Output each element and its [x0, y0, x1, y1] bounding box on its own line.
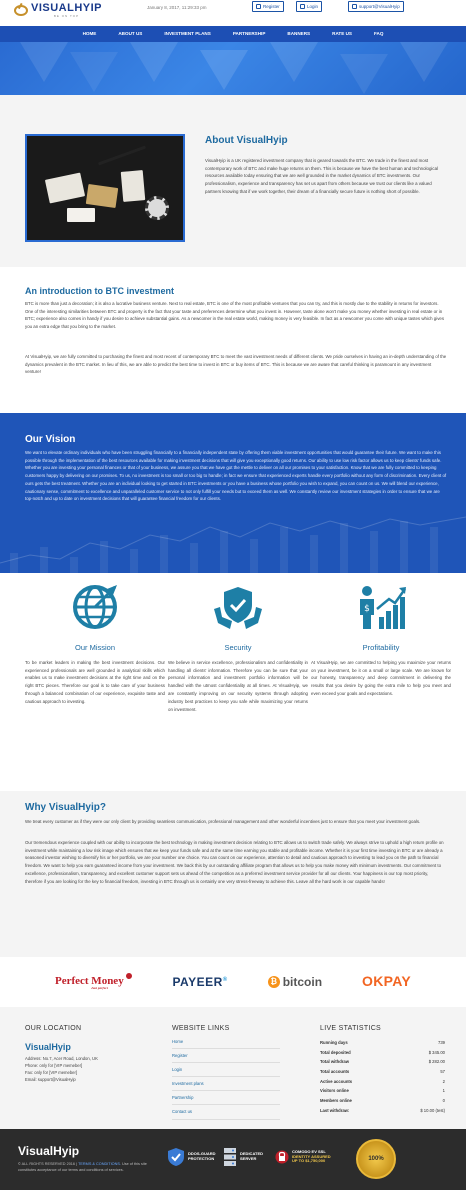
stat-row	[320, 1086, 445, 1096]
profit-chart-icon	[355, 583, 407, 631]
links-heading: WEBSITE LINKS	[172, 1025, 230, 1032]
features-section	[0, 573, 466, 791]
nav-partnership[interactable]: PARTNERSHIP	[232, 31, 266, 36]
phone-line: Phone: only for [VIP memeber]	[25, 1062, 83, 1068]
why-paragraph-1: We treat every customer as if they were our only client by providing seamless communication, professional management and other wonderful incentives just to ensure that you meet your investment goals.	[25, 819, 421, 824]
stat-label: Active accounts	[320, 1078, 353, 1084]
payment-logos	[0, 957, 466, 1007]
server-icon	[223, 1147, 237, 1167]
mission-title: Our Mission	[74, 643, 115, 652]
site-logo[interactable]	[14, 3, 102, 18]
logo-tagline: BE ON TOP	[53, 13, 80, 18]
intro-paragraph-1: BTC is more than just a decoration; it is also a lucrative business venture. Next to real estate, BTC is one of the most profitable ventures that you can try, and this is mostly due to the stability in returns for investors. One of the interesting similarities between BTC and property is the fact that your taste and preferences determine what you invest in. However, taste alone won't make you money whether investing in real estate or in BTC; experience also comes in handy if you desire to achieve substantial gains. As a newcomer in the real estate world, making money is very feasible. In fact as a newcomer you come with unique tastes which gives you an extra edge that you bring to the market.	[25, 301, 445, 330]
comodo-ssl-badge	[275, 1145, 331, 1169]
mission-column	[25, 573, 165, 706]
security-text: We believe in service excellence, professionalism and confidentiality in handling all clients' information. Therefore you can be sure that your personal information and investment portfolio information will be handled with the utmost confidentiality at all times. At VisualHyip, we are constantly improving on our security systems through adopting industry best practices to keep you safe while maximizing your returns on investment.	[168, 659, 308, 713]
ddos-shield-icon	[167, 1147, 185, 1167]
copyright: © ALL RIGHTS RESERVED 2016	[18, 1162, 76, 1166]
register-label: Register	[263, 4, 280, 9]
ddos-line-2: PROTECTION	[188, 1156, 215, 1161]
stat-row	[320, 1048, 445, 1058]
logo-text: VISUALHYIP	[31, 2, 103, 14]
footer-link-register[interactable]: Register	[172, 1049, 280, 1063]
nav-home[interactable]: HOME	[82, 31, 97, 36]
location-heading: OUR LOCATION	[25, 1025, 82, 1032]
bitcoin-text: bitcoin	[282, 974, 323, 989]
why-paragraph-2: Our tremendous experience coupled with our ability to incorporate the best technology in making investment decision relating to BTC allows us to switch trade safely. We always strive to uphold a high return profile on investment while maintaining a low risk image which ensures that we keep your funds safe and at the same time earning you stable and profitable income. Whether it is your first time investing in BTC or are already a seasoned investor wishing to diversify his or her portfolio, we are your number one choice. You can count on our experience, attention to detail and cautious approach to investing to lead you on the path to financial freedom. We want to help you earn guaranteed income from your investment. We back this by our outstanding affiliate program that allows us to help you make money with minimum investments. Our commitment to excellence, professionalism, transparency, and excellent customer support sets us ahead of the competition as a preferred investment service provider for all our clients. Your happiness is our top most priority, therefore if you are looking for the key to financial freedom, investing in BTC through us is certainly one very stress-freeway to achieve this. Leave all the hard work in our capable hands!	[25, 840, 444, 884]
stat-label: Total withdraw	[320, 1059, 350, 1065]
footer	[0, 1007, 466, 1129]
stat-value: 2	[442, 1078, 445, 1084]
login-label: Login	[307, 4, 319, 9]
payeer-logo: PAYEER®	[172, 974, 228, 989]
main-nav	[0, 26, 466, 42]
stat-row	[320, 1057, 445, 1067]
support-label: support@VisualHyip	[359, 4, 400, 9]
why-title: Why VisualHyip?	[25, 802, 106, 813]
nav-about-us[interactable]: ABOUT US	[118, 31, 143, 36]
copyright-text: © ALL RIGHTS RESERVED 2016 | TERMS & CONDITIONS. Use of this site constitutes acceptance of our terms and conditions of services.	[18, 1162, 147, 1173]
lock-icon	[300, 4, 305, 9]
stat-label: Visitors online	[320, 1088, 349, 1094]
fax-line: Fax: only for [VIP memeber]	[25, 1069, 78, 1075]
svg-text:$: $	[364, 604, 370, 614]
stat-row	[320, 1077, 445, 1087]
server-line-1: DEDICATED	[240, 1151, 264, 1157]
about-title: About VisualHyip	[205, 135, 288, 146]
email-line: Email: support@VisualHyip	[25, 1076, 76, 1082]
about-section	[0, 95, 466, 267]
website-links	[172, 1035, 280, 1120]
login-button[interactable]	[296, 1, 322, 12]
vision-text: We want to elevate ordinary individuals who have been struggling financially to a financially independent state by offering them viable investment opportunities that would guarantee their future. We want to make this possible through the implementation of the best resources available for making investment decisions that will give you exceptionally good returns. Our ability to use low risk factor allows us to keep clients' funds safe. Whether you are investing your personal finances or that of your business, we assure you that we have got the mettle to deliver on all our promises to your satisfaction. Know that we are fully committed to keeping customers happy by delivering on our promises. To us, no investment is too small or too big to handle; in fact we ensure that experienced experts handle every portfolio without any form of discrimination. Every client of ours gets the best treatment. Whether you are an individual looking to get started in BTC investments or you have a business whose portfolio you wish to expand, you can count on us. We will blend our experience, cautionary sense, commitment to excellence and unparalleled customer service to not only fulfill your needs but to exceed them as well. We constantly review our investment strategies in order to ensure that we are top-notch and up to date on investment decisions that will guarantee financial freedom for our clients.	[25, 450, 447, 502]
dedicated-server-badge	[223, 1145, 263, 1169]
bottom-bar	[0, 1129, 466, 1190]
terms-link[interactable]: TERMS & CONDITIONS.	[78, 1162, 121, 1166]
user-icon	[256, 4, 261, 9]
ssl-line-1: COMODO EV SSL	[292, 1148, 326, 1154]
security-title: Security	[224, 643, 252, 652]
stat-row	[320, 1096, 445, 1106]
ddos-line-1: DDOS-GUARD	[188, 1151, 216, 1157]
ssl-line-2: IDENTITY ASSURED	[292, 1153, 331, 1159]
footer-link-home[interactable]: Home	[172, 1035, 280, 1049]
stat-label: Last withdraw:	[320, 1107, 350, 1113]
support-email-button[interactable]	[348, 1, 404, 12]
nav-faq[interactable]: FAQ	[373, 31, 384, 36]
stat-value: $ 282.00	[428, 1059, 445, 1065]
stat-value: 739	[438, 1040, 445, 1045]
nav-rate-us[interactable]: RATE US	[332, 31, 352, 36]
stat-row	[320, 1067, 445, 1077]
hero-banner	[0, 42, 466, 95]
stat-row	[320, 1038, 445, 1048]
top-bar	[0, 0, 466, 26]
why-section	[0, 791, 466, 957]
nav-banners[interactable]: BANNERS	[287, 31, 311, 36]
location-address	[25, 1056, 98, 1084]
stat-value: $ 10.00 (test)	[420, 1107, 445, 1113]
stat-value: 57	[440, 1069, 445, 1075]
background-chart-decoration	[0, 513, 466, 573]
ssl-line-3: UP TO $1,750,000	[292, 1158, 326, 1164]
live-statistics	[320, 1038, 445, 1116]
stat-row	[320, 1106, 445, 1116]
about-text: VisualHyip is a UK registered investment company that is geared towards the BTC. We trade in the finest and most contemporary work of BTC and make huge returns on them. This is because we have the best human and technological resources available today ensuring that we are well grounded in the market dynamics of BTC investments. Our professionalism, experience and transparency has set us apart from others because we trust our clients like a valued partners knowing that if we work together, their dream of a financially secure future is nothing short of possible.	[205, 158, 438, 194]
stat-label: Running days	[320, 1040, 348, 1045]
globe-icon	[71, 583, 119, 631]
payeer-text: PAYEER	[172, 974, 223, 989]
ddos-guard-badge	[167, 1145, 216, 1169]
stat-label: Members online	[320, 1098, 352, 1104]
location-name: VisualHyip	[25, 1042, 71, 1052]
vision-section	[0, 413, 466, 573]
profitability-column	[311, 573, 451, 698]
stat-value: 1	[442, 1088, 445, 1094]
register-button[interactable]	[252, 1, 284, 12]
perfect-money-text: Perfect Money	[54, 975, 124, 988]
stat-label: Total deposited	[320, 1049, 351, 1055]
server-date: January 8, 2017, 11:29:33 pm	[147, 5, 207, 10]
perfect-money-tagline: Just perfect	[90, 986, 108, 991]
stats-heading: LIVE STATISTICS	[320, 1025, 382, 1032]
logo-mark-icon	[14, 5, 28, 16]
intro-section	[0, 267, 466, 413]
footer-link-investment-plans[interactable]: Investment plans	[172, 1077, 280, 1091]
nav-investment-plans[interactable]: INVESTMENT PLANS	[164, 31, 211, 36]
footer-link-partnership[interactable]: Partnership	[172, 1091, 280, 1105]
stat-label: Total accounts	[320, 1069, 350, 1075]
intro-title: An introduction to BTC investment	[25, 286, 174, 296]
stat-value: 0	[442, 1098, 445, 1104]
security-column	[168, 573, 308, 714]
okpay-logo: OKPAY	[362, 973, 411, 990]
intro-paragraph-2: At VisualHyip, we are fully committed to purchasing the finest and most recent of contemporary BTC to meet the vast investment needs of different clients. We pride ourselves in having an in-depth understanding of the dynamics prevalent in the BTC market. In lieu of this, we are able to predict the best time to invest in BTC or buy items of BTC. This is because we are aware that careful thinking is paramount in any investment venture!	[25, 354, 447, 375]
profitability-title: Profitability	[362, 643, 400, 652]
mail-icon	[352, 4, 357, 9]
shield-hands-icon	[210, 583, 266, 631]
footer-link-login[interactable]: Login	[172, 1063, 280, 1077]
vision-title: Our Vision	[25, 434, 76, 445]
footer-link-contact-us[interactable]: Contact us	[172, 1105, 280, 1119]
bitcoin-icon: ₿	[268, 976, 280, 988]
mission-text: To be market leaders in making the best investment decisions. Our experienced professionals are well grounded in analytical skills which enables us to make investment decisions at the right time and on the right BTC pieces. Therefore our goal is to take care of your business through a balanced combination of our experience, exquisite taste and cautious approach to investing.	[25, 659, 165, 705]
terms-note: Use of this site constitutes acceptance of our terms and conditions of services.	[18, 1162, 147, 1173]
stat-value: $ 345.00	[428, 1049, 445, 1055]
about-image	[25, 134, 185, 242]
profitability-text: At VisualHyip, we are committed to helping you maximize your returns on your investment, be it on a small or large scale. We are known for our honesty, transparency and deep commitment in delivering the results that you desire by going the extra mile to help you meet and even exceed your goals and expectations.	[311, 659, 451, 697]
perfect-money-logo	[55, 973, 132, 990]
guarantee-seal-icon: 100%	[356, 1139, 396, 1179]
bitcoin-logo	[268, 973, 322, 992]
ssl-lock-icon	[275, 1147, 289, 1167]
server-line-2: SERVER	[240, 1156, 257, 1161]
bottom-logo: VisualHyip	[18, 1144, 80, 1158]
address-line: Address: No.7, Acer Road, London, UK	[25, 1056, 98, 1061]
